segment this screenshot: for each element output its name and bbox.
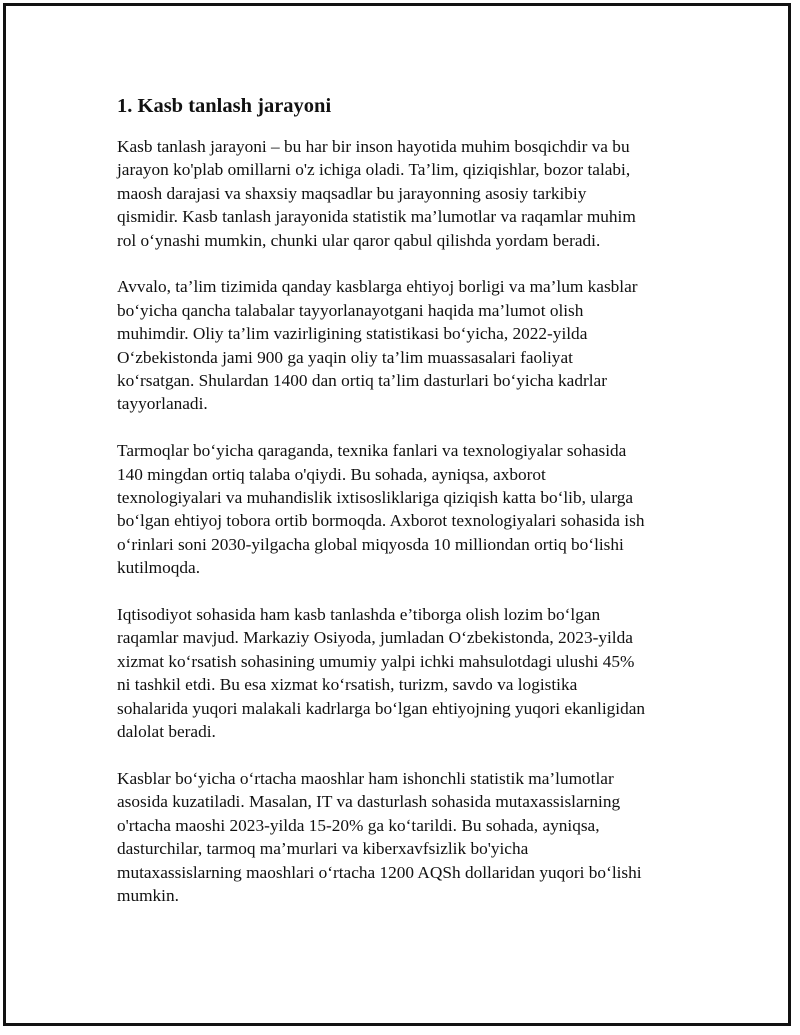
document-body [117,90,687,931]
paragraph-salaries: Kasblar bo‘yicha o‘rtacha maoshlar ham ishonchli statistik ma’lumotlar asosida kuzatiladi. Masalan, IT va dasturlash sohasida mutaxassislarning o'rtacha maoshi 2023-yilda 15-20% ga ko‘tarildi. Bu sohada, ayniqsa, dasturchilar, tarmoq ma’murlari va kiberxavfsizlik bo'yicha mutaxassislarning maoshlari o‘rtacha 1200 AQSh dollaridan yuqori bo‘lishi mumkin. [117,768,642,905]
paragraph-education-statistics: Avvalo, ta’lim tizimida qanday kasblarga ehtiyoj borligi va ma’lum kasblar bo‘yicha qancha talabalar tayyorlanayotgani haqida ma’lumot olish muhimdir. Oliy ta’lim vazirligining statistikasi bo‘yicha, 2022-yilda O‘zbekistonda jami 900 ga yaqin oliy ta’lim muassasalari faoliyat ko‘rsatgan. Shulardan 1400 dan ortiq ta’lim dasturlari bo‘yicha kadrlar tayyorlanadi. [117,277,638,414]
paragraph-technology-sector: Tarmoqlar bo‘yicha qaraganda, texnika fanlari va texnologiyalar sohasida 140 mingdan ortiq talaba o'qiydi. Bu sohada, ayniqsa, axborot texnologiyalari va muhandislik ixtisosliklariga qiziqish katta bo‘lib, ularga bo‘lgan ehtiyoj tobora ortib bormoqda. Axborot texnologiyalari sohasida ish o‘rinlari soni 2030-yilgacha global miqyosda 10 milliondan ortiq bo‘lishi kutilmoqda. [117,441,645,578]
paragraph-intro: Kasb tanlash jarayoni – bu har bir inson hayotida muhim bosqichdir va bu jarayon ko'plab omillarni o'z ichiga oladi. Ta’lim, qiziqishlar, bozor talabi, maosh darajasi va shaxsiy maqsadlar bu jarayonning asosiy tarkibiy qismidir. Kasb tanlash jarayonida statistik ma’lumotlar va raqamlar muhim rol o‘ynashi mumkin, chunki ular qaror qabul qilishda yordam beradi. [117,137,636,250]
section-heading: 1. Kasb tanlash jarayoni [117,95,332,117]
paragraph-economy-sector: Iqtisodiyot sohasida ham kasb tanlashda e’tiborga olish lozim bo‘lgan raqamlar mavjud. Markaziy Osiyoda, jumladan O‘zbekistonda, 2023-yilda xizmat ko‘rsatish sohasining umumiy yalpi ichki mahsulotdagi ulushi 45% ni tashkil etdi. Bu esa xizmat ko‘rsatish, turizm, savdo va logistika sohalarida yuqori malakali kadrlarga bo‘lgan ehtiyojning yuqori ekanligidan dalolat beradi. [117,605,646,742]
